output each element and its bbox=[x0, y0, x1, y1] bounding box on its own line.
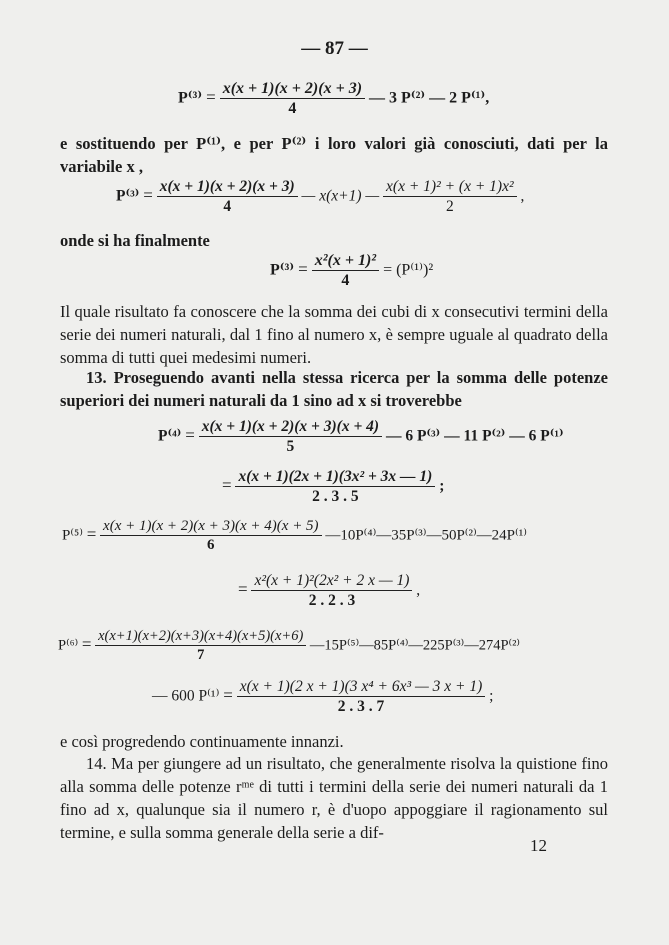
equation-p3-recursive: P⁽³⁾ = $\frac{x(x + 1)(x + 2)(x + 3)}{4}$ — 3 P⁽²⁾ — 2 P⁽¹⁾, bbox=[178, 80, 490, 117]
numerator: x(x + 1)(x + 2)(x + 3)(x + 4)(x + 5) bbox=[100, 518, 322, 536]
fraction bbox=[251, 572, 412, 610]
paragraph-text: e sostituendo per P⁽¹⁾, e per P⁽²⁾ i loro valori già conosciuti, dati per la variabile x , bbox=[60, 134, 608, 176]
equation-middle: — x(x+1) — bbox=[301, 187, 380, 205]
denominator: 4 bbox=[341, 272, 350, 289]
denominator: 2 . 3 . 5 bbox=[312, 488, 359, 505]
equation-p3-expanded: P⁽³⁾ = $\frac{x(x + 1)(x + 2)(x + 3)}{4}$ — x(x+1) — $\frac{\text{x(x + 1)² + (x + 1)x²}}{2}$ , bbox=[116, 178, 525, 215]
denominator: 4 bbox=[288, 100, 297, 117]
numerator: x(x + 1)(x + 2)(x + 3)(x + 4) bbox=[199, 418, 382, 437]
denominator: 5 bbox=[286, 438, 295, 455]
equation-rest: = (P⁽¹⁾)² bbox=[383, 261, 434, 279]
equation-rest: —15P⁽⁵⁾—85P⁽⁴⁾—225P⁽³⁾—274P⁽²⁾ bbox=[309, 637, 520, 654]
equation-p5-closed-form: = $\frac{\text{x²(x + 1)²(2x² + 2 x — 1)}}{2 . 2 . 3}$ , bbox=[238, 572, 421, 609]
numerator: x²(x + 1)² bbox=[312, 252, 379, 271]
paragraph-continuing bbox=[60, 730, 608, 753]
paragraph-text: e così progredendo continuamente innanzi. bbox=[60, 732, 344, 751]
equation-p4: P⁽⁴⁾ = $\frac{x(x + 1)(x + 2)(x + 3)(x + 4)}{5}$ — 6 P⁽³⁾ — 11 P⁽²⁾ — 6 P⁽¹⁾ bbox=[158, 418, 564, 455]
equation-lhs: P⁽⁶⁾ bbox=[58, 637, 79, 654]
equation-lhs: P⁽³⁾ bbox=[116, 187, 140, 205]
fraction bbox=[237, 678, 486, 716]
paragraph-text: onde si ha finalmente bbox=[60, 231, 210, 250]
equation-p6-closed-form: — 600 P⁽¹⁾ = $\frac{\text{x(x + 1)(2 x + 1)(3 x⁴ + 6x³ — 3 x + 1)}}{2 . 3 . 7}$ ; bbox=[152, 678, 494, 715]
numerator: x(x + 1)(x + 2)(x + 3) bbox=[220, 80, 365, 99]
denominator-2: 2 bbox=[445, 198, 454, 215]
fraction-1 bbox=[157, 178, 298, 216]
fraction bbox=[95, 628, 306, 664]
equation-lhs: — 600 P⁽¹⁾ bbox=[152, 687, 220, 705]
equation-tail: ; bbox=[489, 687, 494, 705]
denominator: 7 bbox=[197, 647, 205, 663]
equation-p5: P⁽⁵⁾ = $\frac{x(x + 1)(x + 2)(x + 3)(x + 4)(x + 5)}{6}$ —10P⁽⁴⁾—35P⁽³⁾—50P⁽²⁾—24P⁽¹⁾ bbox=[62, 518, 527, 553]
equation-p4-closed-form: = $\frac{\text{x(x + 1)(2x + 1)(3x² + 3x — 1)}}{2 . 3 . 5}$ ; bbox=[222, 468, 445, 505]
paragraph-text: Il quale risultato fa conoscere che la somma dei cubi di x consecutivi termini della serie dei numeri naturali, dal 1 fino al numero x, è sempre uguale al quadrato della somma di tutti quei medesimi numeri. bbox=[60, 302, 608, 367]
denominator: 2 . 3 . 7 bbox=[337, 698, 385, 715]
fraction-2 bbox=[383, 178, 517, 216]
fraction bbox=[220, 80, 365, 118]
equation-tail: ; bbox=[439, 477, 445, 495]
equation-rest: — 6 P⁽³⁾ — 11 P⁽²⁾ — 6 P⁽¹⁾ bbox=[385, 427, 564, 445]
fraction bbox=[199, 418, 382, 456]
page-number: — 87 — bbox=[301, 38, 368, 59]
equation-tail: , bbox=[416, 581, 421, 599]
denominator-1: 4 bbox=[223, 198, 232, 215]
equation-p3-final: P⁽³⁾ = $\frac{\text{x²(x + 1)²}}{4}$ = (P⁽¹⁾)² bbox=[270, 252, 434, 289]
paragraph-text: 13. Proseguendo avanti nella stessa ricerca per la somma delle potenze superiori dei numeri naturali da 1 sino ad x si troverebbe bbox=[60, 368, 608, 410]
numerator-1: x(x + 1)(x + 2)(x + 3) bbox=[157, 178, 298, 197]
numerator: x(x + 1)(2 x + 1)(3 x⁴ + 6x³ — 3 x + 1) bbox=[237, 678, 486, 697]
equation-tail: , bbox=[520, 187, 525, 205]
paragraph-finally bbox=[60, 229, 608, 252]
equation-lhs: P⁽³⁾ bbox=[178, 89, 203, 107]
equation-lhs: P⁽⁴⁾ bbox=[158, 427, 182, 445]
equation-rest: —10P⁽⁴⁾—35P⁽³⁾—50P⁽²⁾—24P⁽¹⁾ bbox=[325, 527, 527, 544]
paragraph-cubes-result bbox=[60, 300, 608, 369]
denominator: 2 . 2 . 3 bbox=[308, 592, 356, 609]
denominator: 6 bbox=[207, 537, 215, 553]
equation-p6: P⁽⁶⁾ = $\frac{x(x+1)(x+2)(x+3)(x+4)(x+5)(x+6)}{7}$ —15P⁽⁵⁾—85P⁽⁴⁾—225P⁽³⁾—274P⁽²⁾ bbox=[58, 628, 520, 663]
paragraph-text: 14. Ma per giungere ad un risultato, che generalmente risolva la quistione fino alla somma delle potenze rᵐᵉ di tutti i termini della serie dei numeri naturali da 1 fino ad x, qualunque sia il numero r, è d'uopo appoggiare il ragionamento sul termine, e sulla somma generale della serie a dif- bbox=[60, 754, 608, 842]
equation-lhs: P⁽⁵⁾ bbox=[62, 527, 83, 544]
numerator: x(x+1)(x+2)(x+3)(x+4)(x+5)(x+6) bbox=[95, 628, 306, 646]
paragraph-section-13 bbox=[60, 366, 608, 412]
numerator: x²(x + 1)²(2x² + 2 x — 1) bbox=[251, 572, 412, 591]
signature-mark: 12 bbox=[530, 836, 547, 855]
paragraph-section-14 bbox=[60, 752, 608, 844]
equation-rest: — 3 P⁽²⁾ — 2 P⁽¹⁾, bbox=[369, 89, 490, 107]
equation-lhs: P⁽³⁾ bbox=[270, 261, 295, 279]
fraction bbox=[235, 468, 435, 506]
fraction bbox=[312, 252, 379, 290]
paragraph-substitution bbox=[60, 132, 608, 178]
numerator-2: x(x + 1)² + (x + 1)x² bbox=[383, 178, 517, 197]
fraction bbox=[100, 518, 322, 554]
numerator: x(x + 1)(2x + 1)(3x² + 3x — 1) bbox=[235, 468, 435, 487]
